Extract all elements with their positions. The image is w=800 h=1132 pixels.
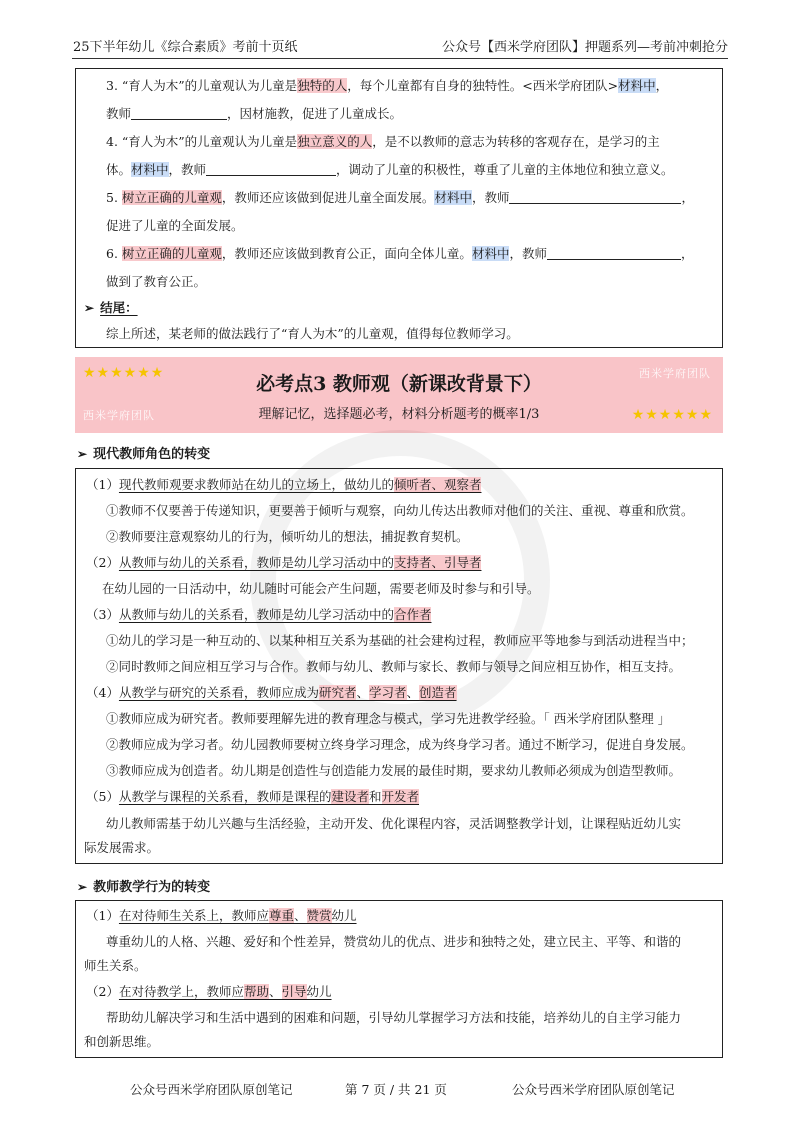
role-4-detail-3: ③教师应成为创造者。幼儿期是创造性与创造能力发展的最佳时期，要求幼儿教师必须成为创造型教师。 bbox=[106, 763, 682, 778]
role-2-detail: 在幼儿园的一日活动中，幼儿随时可能会产生问题，需要老师及时参与和引导。 bbox=[102, 581, 540, 596]
role-1-detail-1: ①教师不仅要善于传递知识，更要善于倾听与观察，向幼儿传达出教师对他们的关注、重视、尊重和欣赏。 bbox=[106, 503, 694, 518]
behavior-1-detail-2: 师生关系。 bbox=[84, 958, 147, 973]
ending-label: ➢ 结尾： bbox=[84, 300, 138, 315]
arrow-bullet-icon: ➢ bbox=[77, 447, 88, 461]
stars-icon: ★★★★★★ bbox=[83, 365, 165, 381]
banner-brand-watermark: 西米学府团队 bbox=[83, 409, 155, 422]
page-number: 第 7 页 / 共 21 页 bbox=[345, 1082, 447, 1097]
banner-brand-watermark: 西米学府团队 bbox=[639, 367, 711, 380]
role-5-detail-2: 际发展需求。 bbox=[84, 840, 160, 855]
header-doc-title: 25下半年幼儿《综合素质》考前十页纸 bbox=[73, 40, 298, 55]
footer-right: 公众号西米学府团队原创笔记 bbox=[512, 1082, 675, 1097]
point-4-line-1: 4. “育人为木”的儿童观认为儿童是独立意义的人，是不以教师的意志为转移的客观存在，是学习的主 bbox=[106, 134, 660, 149]
behavior-2-detail-2: 和创新思维。 bbox=[84, 1034, 160, 1049]
point-3-line-2: 教师 ，因材施教，促进了儿童成长。 bbox=[106, 106, 403, 121]
role-3-detail-1: ①幼儿的学习是一种互动的、以某种相互关系为基础的社会建构过程，教师应平等地参与到活动进程当中； bbox=[106, 633, 694, 648]
fill-blank[interactable] bbox=[547, 245, 681, 260]
ending-text: 综上所述，某老师的做法践行了“育人为木”的儿童观，值得每位教师学习。 bbox=[106, 326, 519, 341]
fill-blank[interactable] bbox=[509, 189, 681, 204]
behavior-item-1: （1）在对待师生关系上，教师应尊重、赞赏幼儿 bbox=[86, 908, 357, 923]
role-4-detail-2: ②教师应成为学习者。幼儿园教师要树立终身学习理念，成为终身学习者。通过不断学习，促进自身发展。 bbox=[106, 737, 694, 752]
point-3-line-1: 3. “育人为木”的儿童观认为儿童是独特的人，每个儿童都有自身的独特性。<西米学府团队>材料中， bbox=[106, 78, 669, 93]
section-heading-teacher-role: ➢ 现代教师角色的转变 bbox=[77, 447, 211, 462]
header-series-title: 公众号【西米学府团队】押题系列—考前冲刺抢分 bbox=[441, 40, 728, 55]
role-item-1: （1）现代教师观要求教师站在幼儿的立场上，做幼儿的倾听者、观察者 bbox=[86, 477, 482, 492]
arrow-bullet-icon: ➢ bbox=[84, 301, 95, 315]
fill-blank[interactable] bbox=[131, 105, 227, 120]
behavior-item-2: （2）在对待教学上，教师应帮助、引导幼儿 bbox=[86, 984, 332, 999]
teacher-role-box bbox=[75, 468, 723, 864]
key-point-subtitle: 理解记忆，选择题必考，材料分析题考的概率1/3 bbox=[258, 407, 540, 422]
teaching-behavior-box bbox=[75, 900, 723, 1058]
key-point-banner bbox=[75, 357, 723, 433]
role-4-detail-1: ①教师应成为研究者。教师要理解先进的教育理念与模式，学习先进教学经验。「 西米学府团队整理 」 bbox=[106, 711, 671, 726]
behavior-1-detail-1: 尊重幼儿的人格、兴趣、爱好和个性差异，赞赏幼儿的优点、进步和独特之处，建立民主、平等、和谐的 bbox=[106, 934, 682, 949]
role-1-detail-2: ②教师要注意观察幼儿的行为，倾听幼儿的想法，捕捉教育契机。 bbox=[106, 529, 469, 544]
behavior-2-detail-1: 帮助幼儿解决学习和生活中遇到的困难和问题，引导幼儿掌握学习方法和技能，培养幼儿的自主学习能力 bbox=[106, 1010, 682, 1025]
role-item-5: （5）从教学与课程的关系看，教师是课程的建设者和开发者 bbox=[86, 789, 420, 804]
point-5-line-2: 促进了儿童的全面发展。 bbox=[106, 218, 244, 233]
role-5-detail-1: 幼儿教师需基于幼儿兴趣与生活经验，主动开发、优化课程内容，灵活调整教学计划，让课程贴近幼儿实 bbox=[106, 816, 682, 831]
role-item-3: （3）从教师与幼儿的关系看，教师是幼儿学习活动中的合作者 bbox=[86, 607, 432, 622]
point-6-line-1: 6. 树立正确的儿童观，教师还应该做到教育公正，面向全体儿童。材料中，教师 ， bbox=[106, 246, 694, 261]
fill-blank[interactable] bbox=[206, 161, 336, 176]
stars-icon: ★★★★★★ bbox=[631, 407, 713, 423]
point-5-line-1: 5. 树立正确的儿童观，教师还应该做到促进儿童全面发展。材料中，教师 ， bbox=[106, 190, 694, 205]
footer-left: 公众号西米学府团队原创笔记 bbox=[130, 1082, 293, 1097]
point-6-line-2: 做到了教育公正。 bbox=[106, 274, 207, 289]
role-3-detail-2: ②同时教师之间应相互学习与合作。教师与幼儿、教师与家长、教师与领导之间应相互协作，相互支持。 bbox=[106, 659, 682, 674]
header-divider bbox=[72, 58, 728, 59]
role-item-2: （2）从教师与幼儿的关系看，教师是幼儿学习活动中的支持者、引导者 bbox=[86, 555, 482, 570]
point-4-line-2: 体。材料中，教师 ，调动了儿童的积极性，尊重了儿童的主体地位和独立意义。 bbox=[106, 162, 674, 177]
role-item-4: （4）从教学与研究的关系看，教师应成为研究者、学习者、创造者 bbox=[86, 685, 457, 700]
answer-template-box bbox=[75, 68, 723, 348]
arrow-bullet-icon: ➢ bbox=[77, 880, 88, 894]
section-heading-teaching-behavior: ➢ 教师教学行为的转变 bbox=[77, 880, 211, 895]
key-point-title: 必考点3 教师观（新课改背景下） bbox=[256, 373, 542, 395]
